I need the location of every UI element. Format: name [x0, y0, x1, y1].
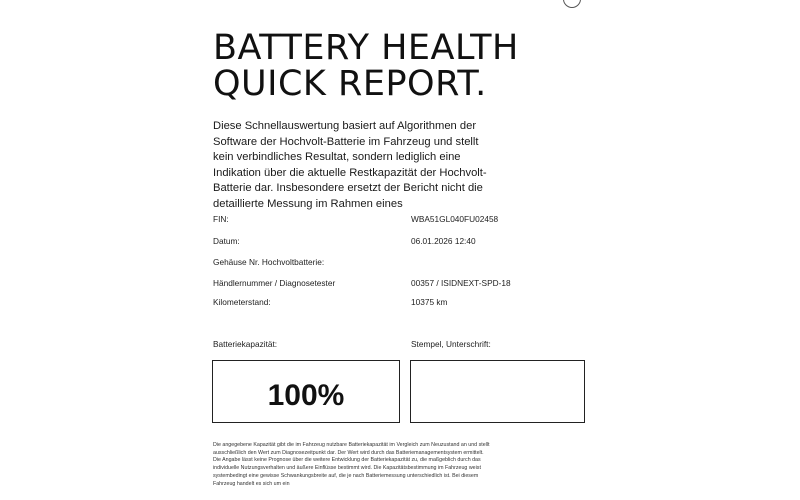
capacity-box: [212, 360, 400, 423]
capacity-value: 100%: [267, 378, 345, 412]
report-title: [213, 30, 593, 102]
fin-value: WBA51GL040FU02458: [411, 214, 499, 224]
dealer-tester-label: Händlernummer / Diagnosetester: [213, 278, 336, 288]
title-line-2: QUICK REPORT.: [213, 64, 487, 104]
fineprint-disclaimer: Die angegebene Kapazität gibt die im Fahrzeug nutzbare Batteriekapazität im Vergleich zum Neuzustand an und stellt ausschließlich den Wert zum Diagnosezeitpunkt dar. Der Wert wird durch das Batteriemanagementsystem ermittelt. Die Angabe lässt keine Prognose über die weitere Entwicklung der Batteriekapazität zu, die maßgeblich durch das individuelle Nutzungsverhalten und äußere Einflüsse bestimmt wird. Die Kapazitätsbestimmung im Fahrzeug weist systembedingt eine gewisse Schwankungsbreite auf, die je nach Batteriemessung unterschiedlich ist. Bei diesem Fahrzeug handelt es sich um ein: [213, 442, 490, 487]
stamp-signature-box: [410, 360, 585, 423]
battery-housing-label: Gehäuse Nr. Hochvoltbatterie:: [213, 257, 325, 267]
mileage-value: 10375 km: [411, 297, 448, 307]
capacity-label: Batteriekapazität:: [213, 339, 278, 349]
mileage-label: Kilometerstand:: [213, 297, 271, 307]
intro-paragraph: Diese Schnellauswertung basiert auf Algorithmen der Software der Hochvolt-Batterie im Fahrzeug und stellt kein verbindliches Resultat, sondern lediglich eine Indikation über die aktuelle Restkapazität der Hochvolt-Batterie dar. Insbesondere ersetzt der Bericht nicht die detaillierte Messung im Rahmen eines: [213, 120, 487, 210]
stamp-signature-label: Stempel, Unterschrift:: [411, 339, 491, 349]
title-line-1: BATTERY HEALTH: [213, 28, 519, 68]
date-value: 06.01.2026 12:40: [411, 236, 476, 246]
dealer-tester-value: 00357 / ISIDNEXT-SPD-18: [411, 278, 511, 288]
fin-label: FIN:: [213, 214, 229, 224]
corner-circle-icon: [563, 0, 581, 8]
date-label: Datum:: [213, 236, 240, 246]
